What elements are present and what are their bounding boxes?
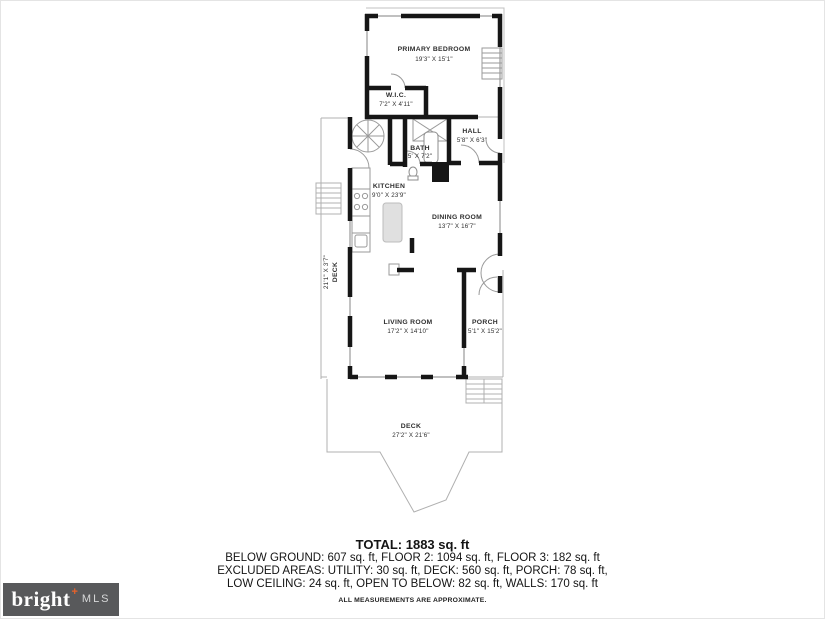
left-deck-stairs: [316, 183, 341, 214]
room-dims: 21'1" X 3'7": [323, 255, 330, 289]
room-label: DECK: [400, 423, 422, 430]
area-summary: [0, 537, 825, 604]
kitchen-island: [383, 203, 402, 242]
room-label: KITCHEN: [372, 183, 406, 190]
room-label: W.I.C.: [385, 92, 407, 99]
room-dims: 7'2" X 4'11": [379, 101, 413, 108]
room-dims: 9'0" X 23'9": [372, 192, 406, 199]
logo-suffix-text: MLS: [81, 593, 111, 605]
room-dims: 19'3" X 15'1": [415, 56, 453, 63]
spiral-staircase: [352, 120, 384, 152]
total-area: TOTAL: 1883 sq. ft: [355, 537, 470, 552]
left-deck: [316, 118, 350, 379]
sink-icon: [355, 235, 367, 247]
logo-brand-text: bright: [11, 587, 71, 611]
excluded-areas-2: LOW CEILING: 24 sq. ft, OPEN TO BELOW: 82 sq. ft, WALLS: 170 sq. ft: [227, 578, 598, 590]
room-dims: 27'2" X 21'6": [392, 432, 430, 439]
room-label: HALL: [462, 128, 482, 135]
room-label: DECK: [332, 261, 339, 283]
room-dims: 13'7" X 16'7": [438, 223, 476, 230]
porch-deck-details: [466, 270, 503, 403]
room-label: DINING ROOM: [431, 214, 483, 221]
room-dims: 5' X 7'2": [407, 153, 433, 160]
logo-star-icon: +: [71, 586, 78, 598]
bedroom-stairs: [482, 48, 502, 79]
room-label: PORCH: [471, 319, 499, 326]
porch-deck-stairs: [466, 379, 502, 403]
room-dims: 5'1" X 15'2": [468, 328, 502, 335]
room-label: BATH: [410, 145, 430, 152]
side-deck-label: [323, 255, 339, 289]
brightmls-logo: [3, 583, 119, 616]
room-dims: 17'2" X 14'10": [387, 328, 429, 335]
floor-areas: BELOW GROUND: 607 sq. ft, FLOOR 2: 1094 sq. ft, FLOOR 3: 182 sq. ft: [225, 552, 600, 564]
wall-mass: [432, 162, 449, 182]
room-label: LIVING ROOM: [383, 319, 433, 326]
room-dims: 5'8" X 6'3": [456, 137, 488, 144]
measurement-disclaimer: ALL MEASUREMENTS ARE APPROXIMATE.: [338, 597, 487, 604]
room-label: PRIMARY BEDROOM: [397, 46, 471, 53]
excluded-areas-1: EXCLUDED AREAS: UTILITY: 30 sq. ft, DECK: 560 sq. ft, PORCH: 78 sq. ft,: [217, 565, 608, 577]
